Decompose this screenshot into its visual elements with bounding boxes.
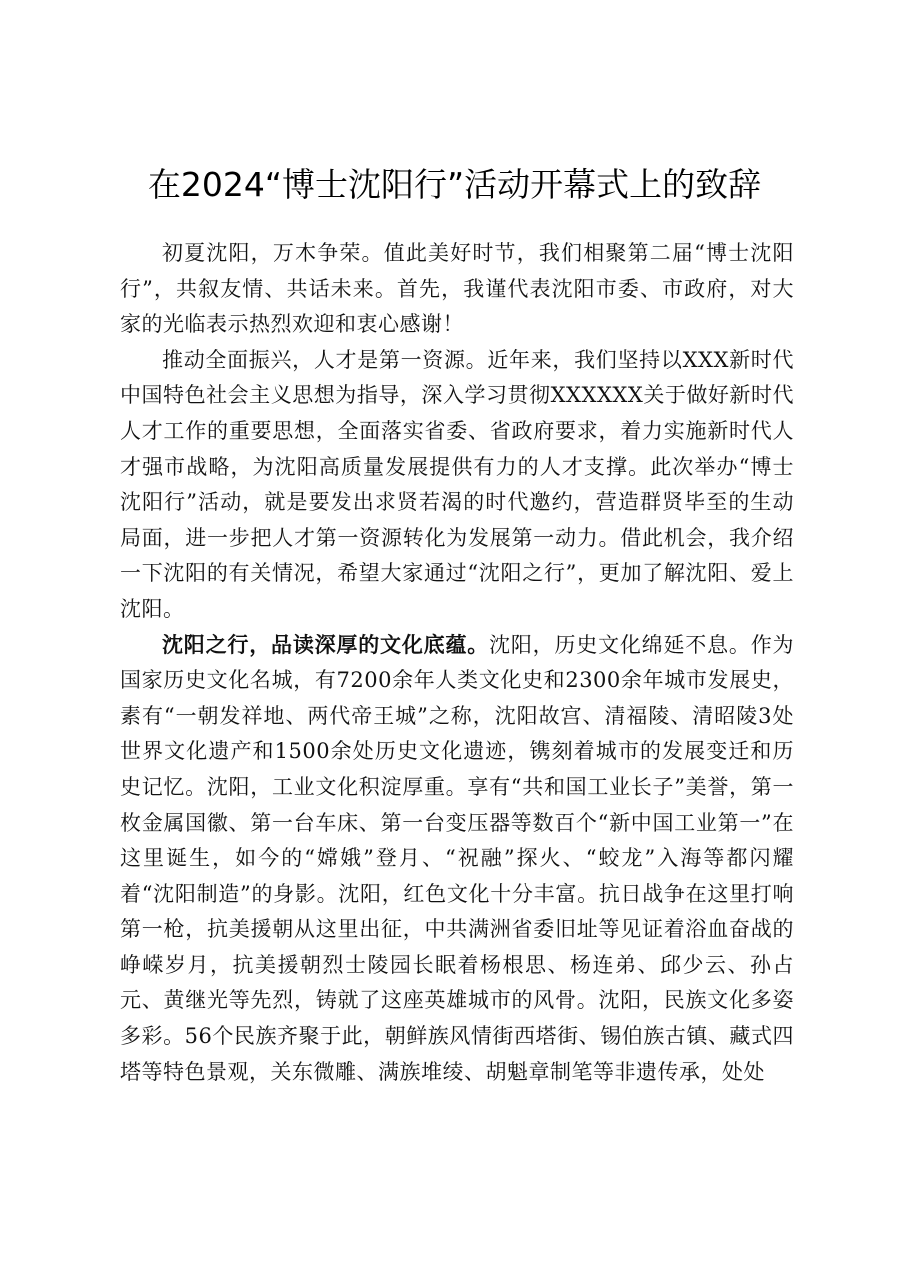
document-body [120,236,794,1090]
paragraph-opening [120,236,794,343]
paragraph-text: 沈阳，历史文化绵延不息。作为国家历史文化名城，有7200余年人类文化史和2300余年城市发展史，素有“一朝发祥地、两代帝王城”之称，沈阳故宫、清福陵、清昭陵3处世界文化遗产和1500余处历史文化遗迹，镌刻着城市的发展变迁和历史记忆。沈阳，工业文化积淀厚重。享有“共和国工业长子”美誉，第一枚金属国徽、第一台车床、第一台变压器等数百个“新中国工业第一”在这里诞生，如今的“嫦娥”登月、“祝融”探火、“蛟龙”入海等都闪耀着“沈阳制造”的身影。沈阳，红色文化十分丰富。抗日战争在这里打响第一枪，抗美援朝从这里出征，中共满洲省委旧址等见证着浴血奋战的峥嵘岁月，抗美援朝烈士陵园长眠着杨根思、杨连弟、邱少云、孙占元、黄继光等先烈，铸就了这座英雄城市的风骨。沈阳，民族文化多姿多彩。56个民族齐聚于此，朝鲜族风情街西塔街、锡伯族古镇、藏式四塔等特色景观，关东微雕、满族堆绫、胡魁章制笔等非遗传承，处处 [120,632,795,1084]
paragraph-talent [120,343,794,628]
paragraph-lead: 沈阳之行，品读深厚的文化底蕴。 [162,632,490,657]
paragraph-text: 推动全面振兴，人才是第一资源。近年来，我们坚持以XXX新时代中国特色社会主义思想为指导，深入学习贯彻XXXXXX关于做好新时代人才工作的重要思想，全面落实省委、省政府要求，着力实施新时代人才强市战略，为沈阳高质量发展提供有力的人才支撑。此次举办“博士沈阳行”活动，就是要发出求贤若渴的时代邀约，营造群贤毕至的生动局面，进一步把人才第一资源转化为发展第一动力。借此机会，我介绍一下沈阳的有关情况，希望大家通过“沈阳之行”，更加了解沈阳、爱上沈阳。 [120,347,794,621]
paragraph-culture [120,628,794,1091]
paragraph-text: 初夏沈阳，万木争荣。值此美好时节，我们相聚第二届“博士沈阳行”，共叙友情、共话未来。首先，我谨代表沈阳市委、市政府，对大家的光临表示热烈欢迎和衷心感谢！ [120,241,794,337]
document-title: 在2024“博士沈阳行”活动开幕式上的致辞 [147,165,762,204]
